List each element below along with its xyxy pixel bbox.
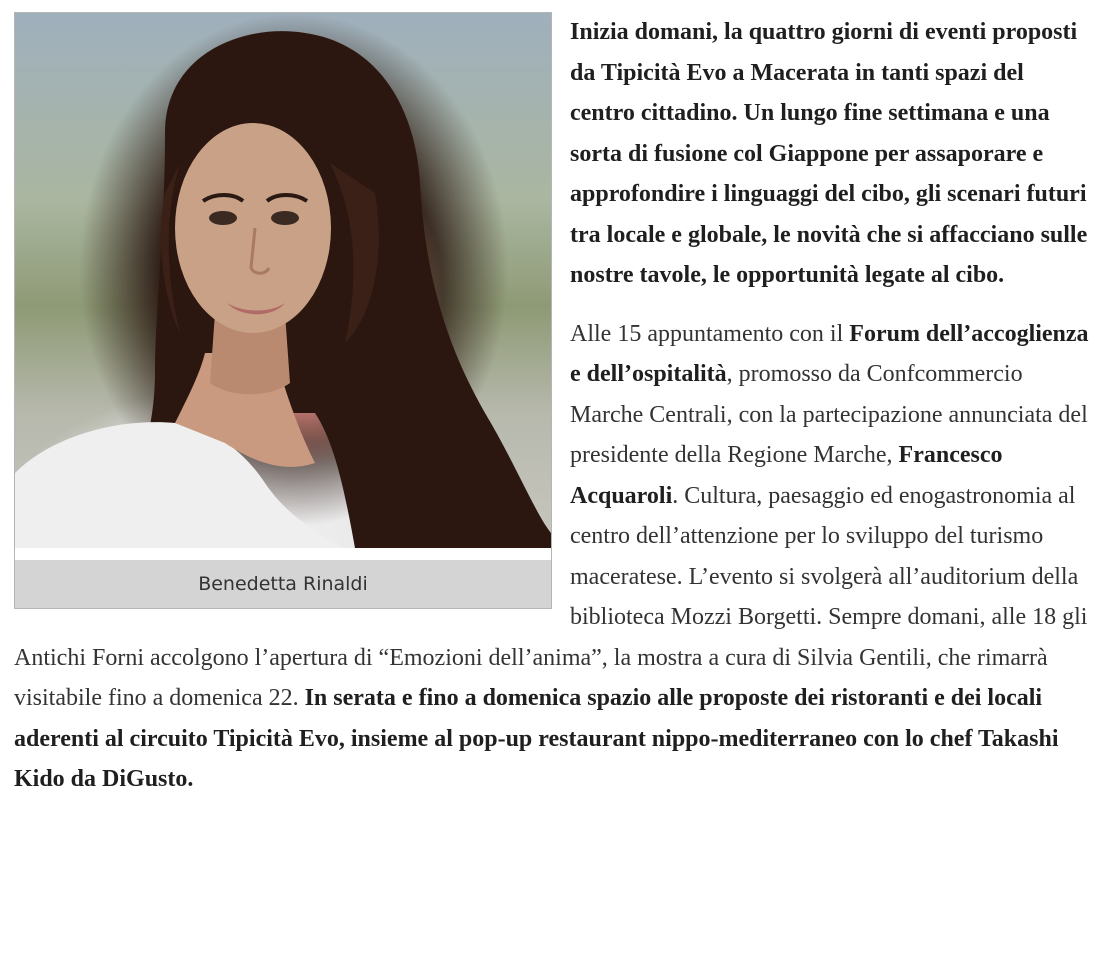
portrait-illustration — [15, 13, 551, 548]
article — [14, 12, 1094, 800]
body-text-part-2: , promosso da Confcommercio Marche Centrali, con la partecipazione annunciata del presidente della Regione Marche, — [570, 361, 1088, 468]
article-figure — [14, 12, 552, 609]
body-text-part-1: Alle 15 appuntamento con il — [570, 320, 850, 347]
photo-caption: Benedetta Rinaldi — [15, 548, 551, 608]
forum-name: Forum dell’accoglienza e dell’ospitalità — [570, 320, 1089, 387]
portrait-photo — [15, 13, 551, 548]
body-text-part-3: . Cultura, paesaggio ed enogastronomia al centro dell’attenzione per lo sviluppo del turismo maceratese. L’evento si svolgerà all’auditorium della biblioteca Mozzi Borgetti. Sempre domani, alle 18 gli Antichi Forni accolgono l’apertura di “Emozioni dell’anima”, la mostra a cura di Silvia Gentili, che rimarrà visitabile fino a domenica 22. — [14, 482, 1088, 711]
article-lead: Inizia domani, la quattro giorni di eventi proposti da Tipicità Evo a Macerata in tanti spazi del centro cittadino. Un lungo fine settimana e una sorta di fusione col Giappone per assaporare e approfondire i linguaggi del cibo, gli scenari futuri tra locale e globale, le novità che si affacciano sulle nostre tavole, le opportunità legate al cibo. — [570, 19, 1088, 288]
closing-highlight: In serata e fino a domenica spazio alle proposte dei ristoranti e dei locali aderenti al circuito Tipicità Evo, insieme al pop-up restaurant nippo-mediterraneo con lo chef Takashi Kido da DiGusto. — [14, 685, 1059, 792]
president-name: Francesco Acquaroli — [570, 442, 1003, 509]
